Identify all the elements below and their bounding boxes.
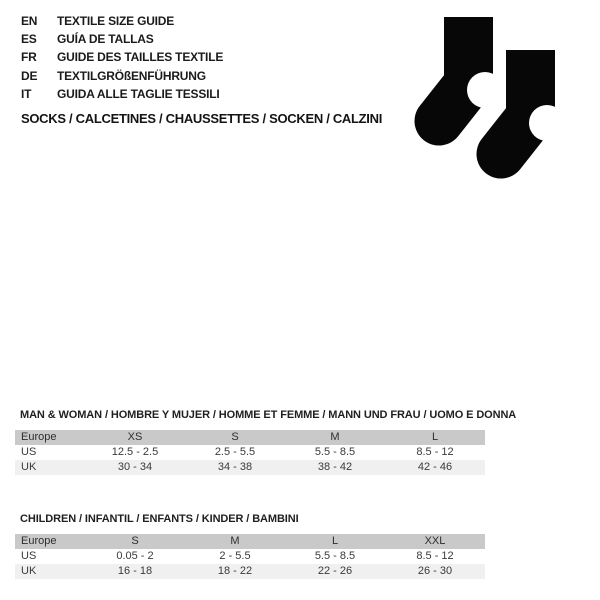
header-size: XXL	[424, 535, 446, 547]
row-label: US	[21, 446, 37, 458]
size-cell: 16 - 18	[117, 565, 153, 577]
size-cell: 12.5 - 2.5	[111, 446, 159, 458]
size-cell: 5.5 - 8.5	[314, 446, 356, 458]
table-row-uk	[15, 564, 485, 579]
table-row-uk	[15, 460, 485, 475]
header-region: Europe	[21, 535, 57, 547]
language-code: FR	[21, 50, 37, 65]
header-size: L	[331, 535, 339, 547]
sock-right-shape	[501, 50, 556, 154]
size-cell: 8.5 - 12	[416, 446, 454, 458]
row-label: UK	[21, 565, 37, 577]
size-cell: 42 - 46	[417, 461, 453, 473]
man-woman-section	[15, 409, 517, 475]
language-code: EN	[21, 14, 38, 29]
size-cell: 18 - 22	[217, 565, 253, 577]
language-label: TEXTILGRÖßENFÜHRUNG	[57, 68, 206, 83]
size-cell: 26 - 30	[417, 565, 453, 577]
children-table-title: CHILDREN / INFANTIL / ENFANTS / KINDER / BAMBINI	[20, 513, 299, 525]
language-code: IT	[21, 86, 32, 101]
header-size: S	[131, 535, 139, 547]
language-code: DE	[21, 68, 38, 83]
header-size: XS	[127, 431, 143, 443]
size-cell: 38 - 42	[317, 461, 353, 473]
language-label: GUIDE DES TAILLES TEXTILE	[57, 50, 224, 65]
size-cell: 8.5 - 12	[416, 550, 454, 562]
children-section	[15, 513, 485, 579]
size-cell: 2 - 5.5	[219, 550, 251, 562]
language-row-it	[21, 85, 223, 103]
language-row-de	[21, 67, 223, 85]
sock-left-shape	[439, 17, 503, 121]
language-label: TEXTILE SIZE GUIDE	[57, 14, 175, 29]
table-header-row	[15, 534, 485, 549]
row-label: US	[21, 550, 37, 562]
size-cell: 2.5 - 5.5	[214, 446, 256, 458]
children-size-table	[15, 534, 485, 579]
language-row-es	[21, 30, 223, 48]
man-woman-size-table	[15, 430, 485, 475]
language-title-list	[21, 12, 223, 103]
language-label: GUIDA ALLE TAGLIE TESSILI	[57, 86, 220, 101]
size-cell: 0.05 - 2	[116, 550, 154, 562]
language-label: GUÍA DE TALLAS	[57, 32, 154, 47]
socks-icon	[411, 17, 556, 179]
language-row-fr	[21, 48, 223, 66]
language-row-en	[21, 12, 223, 30]
header-region: Europe	[21, 431, 57, 443]
size-cell: 5.5 - 8.5	[314, 550, 356, 562]
man-woman-table-title: MAN & WOMAN / HOMBRE Y MUJER / HOMME ET FEMME / MANN UND FRAU / UOMO E DONNA	[20, 409, 517, 421]
size-cell: 34 - 38	[217, 461, 253, 473]
row-label: UK	[21, 461, 37, 473]
header-size: M	[330, 431, 340, 443]
category-heading: SOCKS / CALCETINES / CHAUSSETTES / SOCKEN / CALZINI	[21, 111, 383, 126]
header-size: M	[230, 535, 240, 547]
table-row-us	[15, 445, 485, 460]
header-size: L	[431, 431, 439, 443]
table-row-us	[15, 549, 485, 564]
table-header-row	[15, 430, 485, 445]
language-code: ES	[21, 32, 37, 47]
header-size: S	[231, 431, 239, 443]
size-cell: 22 - 26	[317, 565, 353, 577]
size-cell: 30 - 34	[117, 461, 153, 473]
